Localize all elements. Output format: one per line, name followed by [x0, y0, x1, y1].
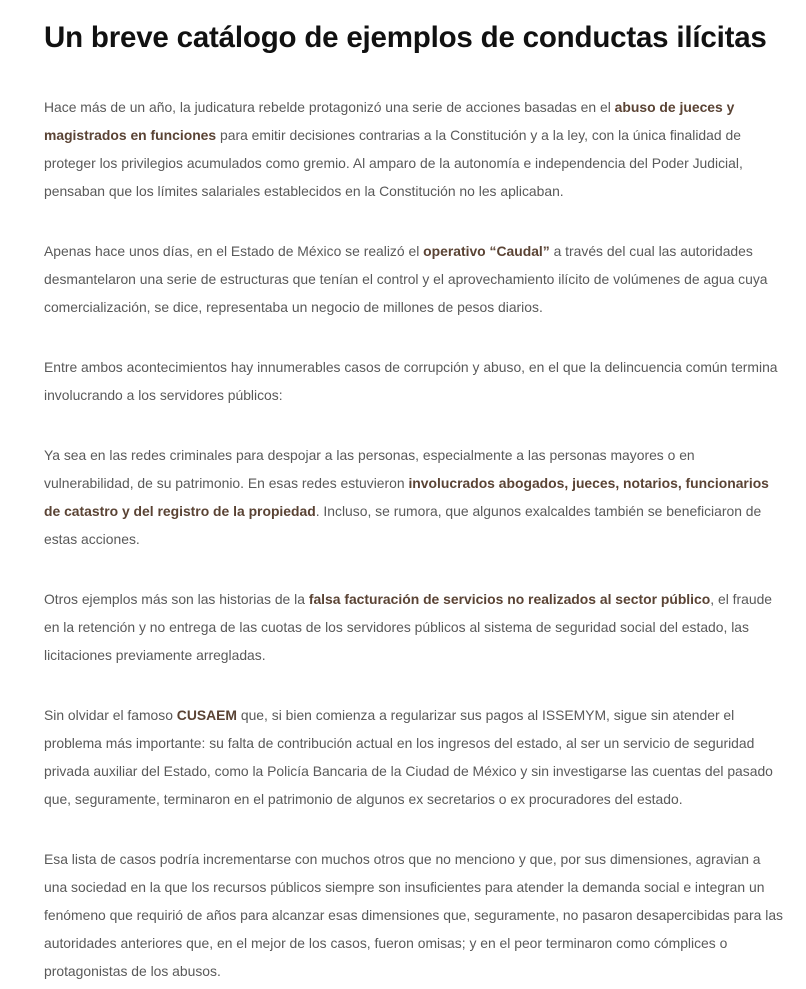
paragraph-text: para emitir decisiones contrarias a la Constitución y a la ley, con la única finalidad de proteger los privilegios acumulados como gremio. Al amparo de la autonomía e independencia del Poder Judicial, pensaban que los límites salariales establecidos en la Constitución no les aplicaban. [44, 127, 743, 199]
paragraph-corrupcion [44, 353, 784, 409]
paragraph-judicatura [44, 93, 784, 205]
paragraph-text: Ya sea en las redes criminales para despojar a las personas, especialmente a las personas mayores o en vulnerabilidad, de su patrimonio. En esas redes estuvieron [44, 447, 695, 491]
highlight-text: falsa facturación de servicios no realizados al sector público [308, 591, 711, 607]
article [44, 0, 784, 985]
paragraph-text: a través del cual las autoridades desmantelaron una serie de estructuras que tenían el control y el aprovechamiento ilícito de volúmenes de agua cuya comercialización, se dice, representaba un negocio de millones de pesos diarios. [44, 243, 768, 315]
paragraph-text: Apenas hace unos días, en el Estado de México se realizó el [44, 243, 424, 259]
paragraph-text: Sin olvidar el famoso [44, 707, 177, 723]
paragraph-text: Esa lista de casos podría incrementarse con muchos otros que no menciono y que, por sus dimensiones, agravian a una sociedad en la que los recursos públicos siempre son insuficientes para atender la demanda social e integran un fenómeno que requirió de años para alcanzar esas dimensiones que, seguramente, no pasaron desapercibidas para las autoridades anteriores que, en el mejor de los casos, fueron omisas; y en el peor terminaron como cómplices o protagonistas de los abusos. [44, 851, 783, 979]
paragraph-text: Hace más de un año, la judicatura rebelde protagonizó una serie de acciones basadas en el [44, 99, 615, 115]
highlight-text: abuso de jueces y magistrados en funciones [44, 99, 735, 143]
paragraph-text: que, si bien comienza a regularizar sus pagos al ISSEMYM, sigue sin atender el problema más importante: su falta de contribución actual en los ingresos del estado, al ser un servicio de seguridad privada auxiliar del Estado, como la Policía Bancaria de la Ciudad de México y sin investigarse las cuentas del pasado que, seguramente, terminaron en el patrimonio de algunos ex secretarios o ex procuradores del estado. [44, 707, 773, 807]
article-title: Un breve catálogo de ejemplos de conductas ilícitas [44, 21, 767, 54]
paragraph-redes-criminales [44, 441, 784, 553]
paragraph-text: Entre ambos acontecimientos hay innumerables casos de corrupción y abuso, en el que la delincuencia común termina involucrando a los servidores públicos: [44, 359, 778, 403]
paragraph-lista-casos [44, 845, 784, 985]
paragraph-falsa-facturacion [44, 585, 784, 669]
highlight-text: operativo “Caudal” [423, 243, 550, 259]
paragraph-text: . Incluso, se rumora, que algunos exalcaldes también se beneficiaron de estas acciones. [44, 503, 762, 547]
paragraph-operativo-caudal [44, 237, 784, 321]
paragraph-cusaem [44, 701, 784, 813]
paragraph-text: Otros ejemplos más son las historias de la [44, 591, 309, 607]
paragraph-text: , el fraude en la retención y no entrega de las cuotas de los servidores públicos al sistema de seguridad social del estado, las licitaciones previamente arregladas. [44, 591, 773, 663]
highlight-text: involucrados abogados, jueces, notarios, funcionarios de catastro y del registro de la propiedad [44, 475, 769, 519]
highlight-text: CUSAEM [176, 707, 237, 723]
